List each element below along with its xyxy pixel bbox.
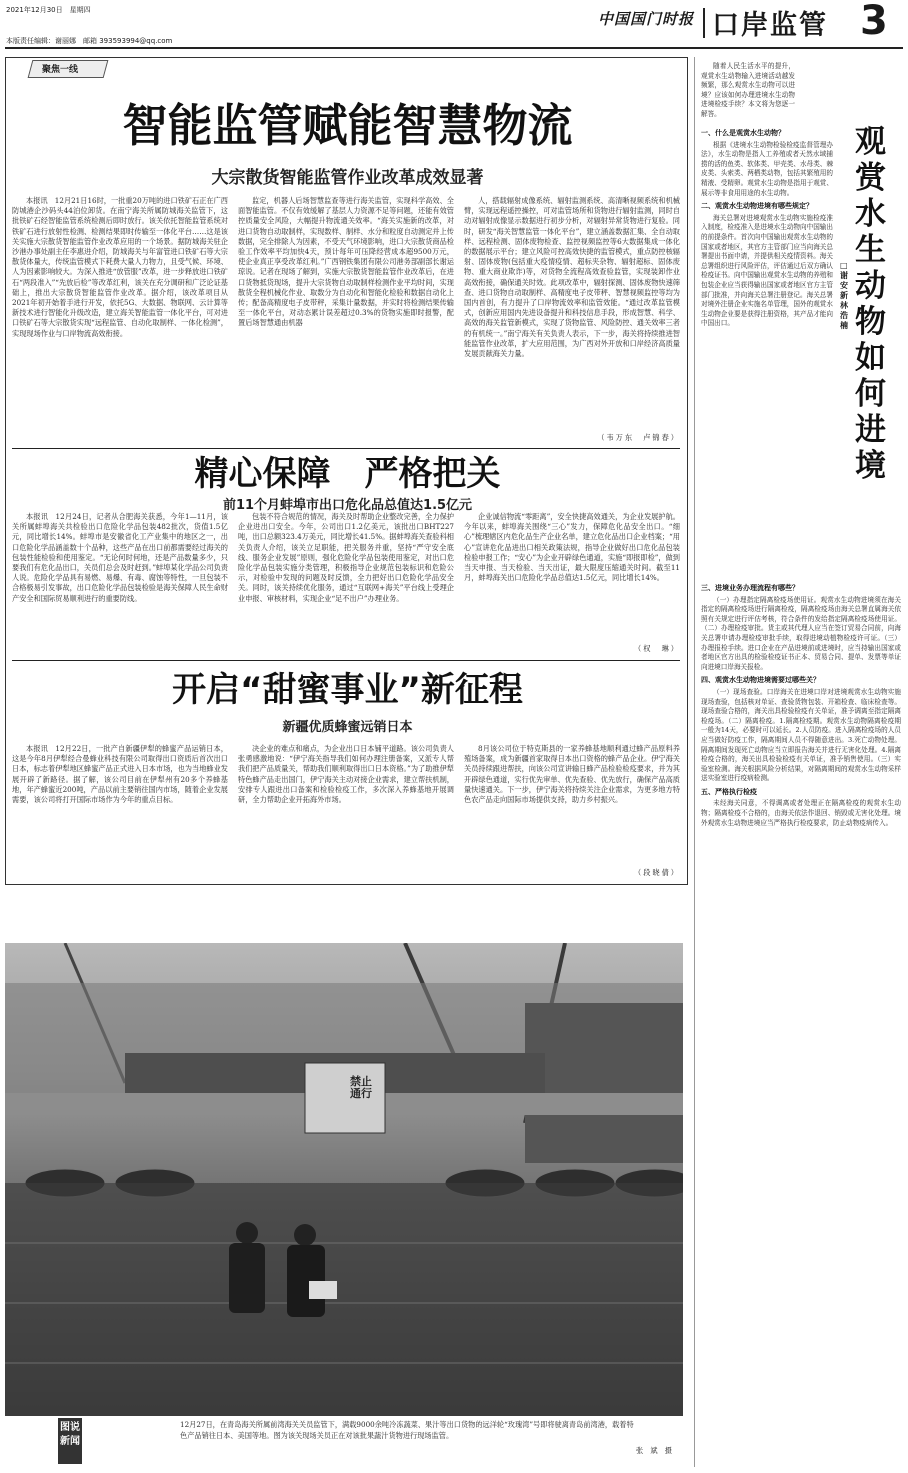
sidebar-authors: □谢安新 林浩楠 xyxy=(840,260,856,330)
sidebar-section-4-heading: 四、观赏水生动物进境需要过哪些关？ xyxy=(701,676,820,685)
article1-title: 智能监管赋能智慧物流 xyxy=(122,99,573,152)
header-editor: 本版责任编辑：谢丽娜 邮箱 393593994@qq.com xyxy=(6,37,173,45)
article3-byline: （段晓倩） xyxy=(634,868,680,877)
kicker-text: 聚焦一线 xyxy=(42,65,79,75)
gate-sign-text: 禁止通行 xyxy=(350,1075,372,1100)
sidebar-section-5-text: 未经海关同意，不得调离或者处理正在隔离检疫的观赏水生动物；隔离检疫不合格的，由海关依法作退回、销毁或无害化处理。境外观赏水生动物进境应当严格执行检疫要求，防止动物疫病传入。 xyxy=(701,799,901,827)
port-scene-svg xyxy=(5,943,683,1416)
sidebar-body-wide xyxy=(701,580,901,1465)
article2-col-2: 包装不符合规范的情况，海关及时帮助企业整改完善，全力保护企业进出口安全。今年，公司出口1.2亿美元，该批出口BHT227吨，出口总额323.4万美元，同比增长41.5%。据蚌埠海关查验科相关负责人介绍，该关立足职能，把关服务并重，坚持“严守安全底线、服务企业发展”原则，强化危险化学品包装使用鉴定，对出口危险化学品包装实施分类管理，积极指导企业规范包装标识和危险公示，对检验中发现的问题及时反馈，全力把好出口危险化学品安全关。同时，该关持续优化服务，通过“互联网+海关”平台线上受理企业申报、审核材料，实现企业“足不出户”办理业务。 xyxy=(238,512,454,603)
article2-col-1: 本报讯 12月24日，记者从合肥海关获悉，今年1—11月，该关所属蚌埠海关共检验出口危险化学品包装482批次，货值1.5亿元，同比增长14%。蚌埠市是安徽省化工产业集中的地区之一，出口危险化学品涵盖数十个品种，这些产品在出口前都需要经过海关的包装性能检验和使用鉴定。“无论何时何地，还是产品数量多少，只要我们有危化品出口，关员们总会及时赶到。”蚌埠某化学品公司负责人说。危险化学品具有易燃、易爆、有毒、腐蚀等特性，一旦包装不合格极易引发事故，出口危险化学品包装检验是海关保障人民生命财产安全和国际贸易顺利进行的重要防线。 xyxy=(12,512,228,603)
paper-logo: 中国国门时报 xyxy=(598,10,695,28)
sidebar-section-3-heading: 三、进境业务办理流程有哪些？ xyxy=(701,584,799,592)
article1-subtitle: 大宗散货智能监管作业改革成效显著 xyxy=(211,168,484,188)
photo-credit: 张 斌 摄 xyxy=(636,1446,672,1455)
article1-col-2: 监定，机器人后场智慧监查等进行海关监管，实现科学高效、全面智能监管。不仅有效缓解了基层人力资源不足等问题，还能有效管控质量安全风险，大幅提升物流通关效率。“海关实施新的改革，对进口货物自动取制样，实现数样、制样、水分和粒度自动测定并上传数据，完全排除人为因素，不受天气环境影响，进口大宗散货商品检验工作效率平均加快4天，预计每年可压降经营成本超9500万元，使企业真正享受改革红利。”广西钢铁集团有限公司港务部副部长谢运琼说。记者在现场了解到，实施大宗散货智能监管作业改革后，在进口货物抵货现场，提升大宗货物自动取制样检测作业平均时间，实现散货全程机械化作业、取数分为自动化和智能化检验和数据自动化上传；配备高精度电子皮带秤，采集计量数据，并实时将检测结果传输至一体化平台，对动态累计误差超过0.3%的货物实施即时报警，配置后场智慧通由机器 xyxy=(238,196,454,328)
article2-title: 精心保障 严格把关 xyxy=(194,454,501,494)
article3-subtitle: 新疆优质蜂蜜远销日本 xyxy=(282,720,413,735)
sidebar-section-3-text: （一）办理指定隔离检疫场使用证。观赏水生动物进境须在海关指定的隔离检疫场进行隔离检疫，隔离检疫场由海关总署直属海关依照有关规定进行评估考核，符合条件的发给指定隔离检疫场使用证。（二）办理检疫审批。货主或其代理人应当在签订贸易合同前，向海关总署申请办理检疫审批手续，取得进境动植物检疫许可证。（三）办理报检手续。进口企业在产品进境前或进境时，应当持输出国家或者地区官方出具的检验检疫证书正本、贸易合同、提单、发票等单证向进境口岸海关报检。 xyxy=(701,595,901,671)
sidebar-intro: 随着人民生活水平的提升，观赏水生动物输入进境活动越发频繁，那么观赏水生动物可以进境？应该如何办理进境水生动物进境检疫手续？本文将为您逐一解答。 xyxy=(701,62,795,118)
sidebar-section-2-heading: 二、观赏水生动物进境有哪些规定？ xyxy=(701,202,813,211)
photo-badge xyxy=(58,1418,82,1464)
sidebar-section-1-text: 根据《进境水生动物检验检疫监督管理办法》，水生动物是指人工养殖或者天然水域捕捞的活的鱼类、软体类、甲壳类、水母类、棘皮类、头索类、两栖类动物，包括其繁殖用的精液、受精卵。观赏水生动物是指用于观赏、展示等非食用用途的水生动物。 xyxy=(701,140,833,197)
header-vertical-rule xyxy=(703,8,705,38)
header-date: 2021年12月30日 星期四 xyxy=(6,6,91,14)
article1-byline: （韦万东 卢锦春） xyxy=(597,433,680,442)
article2-col-3: 企业诚信物流“零距离”，安全快捷高效通关，为企业发展护航。今年以来，蚌埠海关围绕“三心”发力，保障危化品安全出口。“细心”梳理辖区内危化品生产企业名单，建立危化品出口企业档案；“用心”宣讲危化品进出口相关政策法规，指导企业做好出口危化品包装检验申报工作；“安心”为企业开辟绿色通道，实施“即报即检”，做到当天申报、当天检验、当天出证，最大限度压缩通关时间。截至11月，蚌埠海关出口危险化学品总值达1.5亿元，同比增长14%。 xyxy=(464,512,680,583)
sidebar-section-1-heading: 一、什么是观赏水生动物？ xyxy=(701,129,785,137)
photo-badge-line-1: 图说 xyxy=(60,1422,80,1433)
article2-byline: （权 琳） xyxy=(634,644,680,653)
sidebar-title: 观赏水生动物如何进境 xyxy=(855,124,886,484)
article1-body xyxy=(12,196,680,434)
article-divider-1 xyxy=(12,448,680,449)
article3-col-3: 8月该公司位于特克斯县的一家养蜂基地顺利通过蜂产品原料养殖场备案，成为新疆首家取得日本出口资格的蜂产品企业。伊宁海关关员持续跟进帮扶，向该公司宣讲输日蜂产品检验检疫要求，并为其开辟绿色通道，实行优先审单、优先查验、优先放行，确保产品高质量快速通关。下一步，伊宁海关将持续关注企业需求，为更多地方特色农产品走向国际市场提供支持，助力乡村振兴。 xyxy=(464,744,680,805)
photo-caption: 12月27日，在青岛海关所属前湾海关关员监管下，满载9000余吨冷冻蔬菜、果汁等出口货物的远洋轮“玫瑰湾”号即将驶离青岛前湾港，载着特色产品销往日本、美国等地。图为该关现场关员正在对该批果蔬汁货物进行现场监管。 xyxy=(180,1420,634,1440)
sidebar-section-2-text: 海关总署对进境观赏水生动物实施检疫准入制度，检疫准入是进境水生动物向中国输出的前提条件。首次向中国输出观赏水生动物的国家或者地区，其官方主管部门应当向海关总署提出书面申请，并提供相关疫情资料。海关总署组织进行风险评估，评估通过后双方确认检疫证书。向中国输出观赏水生动物的养殖和包装企业应当获得输出国家或者地区官方主管部门批准，并向海关总署注册登记。海关总署对境外注册企业实施名单管理，国外的观赏水生动物企业要是获得注册资格，其产品才能向中国出口。 xyxy=(701,213,833,328)
header-rule xyxy=(5,47,903,49)
sidebar-divider xyxy=(694,57,695,1467)
article-divider-2 xyxy=(12,660,680,661)
article3-col-1: 本报讯 12月22日，一批产自新疆伊犁的蜂蜜产品运销日本，这是今年8月伊犁经合曼蜂业科技有限公司取得出口资质后首次出口日本，标志着伊犁地区蜂蜜产品正式进入日本市场，也为当地蜂业发展开辟了新路径。据了解，该公司目前在伊犁州有20多个养蜂基地，年产蜂蜜近200吨，产品以前主要销往国内市场，随着企业发展需要，该公司将打开国际市场作为今年的重点目标。 xyxy=(12,744,228,805)
article3-body xyxy=(12,744,680,867)
page-number: 3 xyxy=(860,0,888,44)
news-photo xyxy=(5,943,683,1416)
article1-col-1: 本报讯 12月21日16时，一批重20万吨的进口铁矿石正在广西防城港企沙码头44泊位卸货。在南宁海关所属防城海关监管下，这批铁矿石经智能监管系统检测后即时放行。该关依托智能监管系统对铁矿石进行放射性检测、检测结果即时传输至一体化平台……这是该关实施大宗散货智能监管作业改革应用的一个场景。据防城海关驻企沙港办事处副主任李惠进介绍，防城海关与年富管进口铁矿石等大宗散货体量大，传统监管模式下耗费大量人力物力，且受气候、环境、人为因素影响较大。为深入推进“放管服”改革，进一步释放进口铁矿石“两段准入”“先放后检”等改革红利，该关在充分调研和广泛论证基础上，推出大宗散货智能监管作业改革。据介绍，该改革项目从2021年初开始着手进行开发，依托5G、大数据、物联网、云计算等新技术进行智能化升级改造，建立海关智能监管一体化平台，可对进口铁矿石等大宗散货实现“远程监管、自动化取制样、一体化检测”，实现现场作业与口岸物流高效衔接。 xyxy=(12,196,228,338)
article3-title: 开启“甜蜜事业”新征程 xyxy=(172,670,523,710)
photo-badge-line-2: 新闻 xyxy=(60,1436,80,1447)
article1-col-3: 人，搭载辐射成像系统、辐射监测系统、高清晰视频系统和机械臂，实现远程遥控操控，可对监管场所和货物进行辐射监测，同时自动对辐射成像显示数据进行初步分析，对辐射异常货物进行复验。同时，研发“海关智慧监管一体化平台”，建立涵盖数据汇集、全自动取样、远程检测、固体废物检查、监控视频监控等6大数据集成一体化的数据展示平台；建立风险可控高效快捷的监管模式，重点防控核辐射、固体废物(包括重大疫情疫情、超标夹杂物、辐射超标、固体废物、重大商业欺诈)等，对货物全流程高效查验监管，实现装卸作业高效衔接，确保通关时效。此项改革中，辐射探测、固体废物快速筛查、进口货物自动取制样、高精度电子皮带秤、智慧视频监控等均为国内首创，有力提升了口岸物流效率和监管效能。“通过改革监管模式，创新应用国内先进设备提升和科技信息手段，形成智慧、科学、高效的海关监管新模式，实现了货物监管、风险防控、通关效率三者的有机统一。”南宁海关有关负责人表示，下一步，海关将持续推进智能监管作业改革，扩大应用范围，为广西对外开放和口岸经济高质量发展贡献海关力量。 xyxy=(464,196,680,359)
sidebar-section-5-heading: 五、严格执行检疫 xyxy=(701,787,757,796)
article2-subtitle: 前11个月蚌埠市出口危化品总值达1.5亿元 xyxy=(222,498,473,513)
article3-col-2: 决企业的难点和痛点，为企业出口日本铺平道路。该公司负责人张勇感激地说：“伊宁海关指导我们如何办理注册备案，又派专人帮我们把产品质量关，帮助我们顺利取得出口日本资格。”为了助推伊犁特色蜂产品走出国门，伊宁海关主动对接企业需求，建立帮扶机制，安排专人跟进出口备案和检验检疫工作，多次深入养蜂基地开展调研，全力帮助企业开拓海外市场。 xyxy=(238,744,454,805)
article2-body xyxy=(12,512,680,647)
section-name: 口岸监管 xyxy=(712,10,828,41)
sidebar-section-4-text: （一）现场查验。口岸海关在进境口岸对进境观赏水生动物实施现场查验，包括核对单证、查验货物包装、开箱检查、临床检查等。现场查验合格的，海关出具检验检疫有关单证，准予调离至指定隔离检疫场。（二）隔离检疫。1.隔离检疫期。观赏水生动物隔离检疫期一般为14天，必要时可以延长。2.人员防疫。进入隔离检疫场的人员应当做好防疫工作，隔离期间人员不得随意进出。3.死亡动物处理。隔离期间发现死亡动物应当立即报告海关并进行无害化处理。4.隔离检疫合格的，海关出具检验检疫有关单证，准予销售使用。（三）实验室检测。海关根据风险分析结果，对隔离期间的观赏水生动物采样送实验室进行疫病检测。 xyxy=(701,687,901,783)
